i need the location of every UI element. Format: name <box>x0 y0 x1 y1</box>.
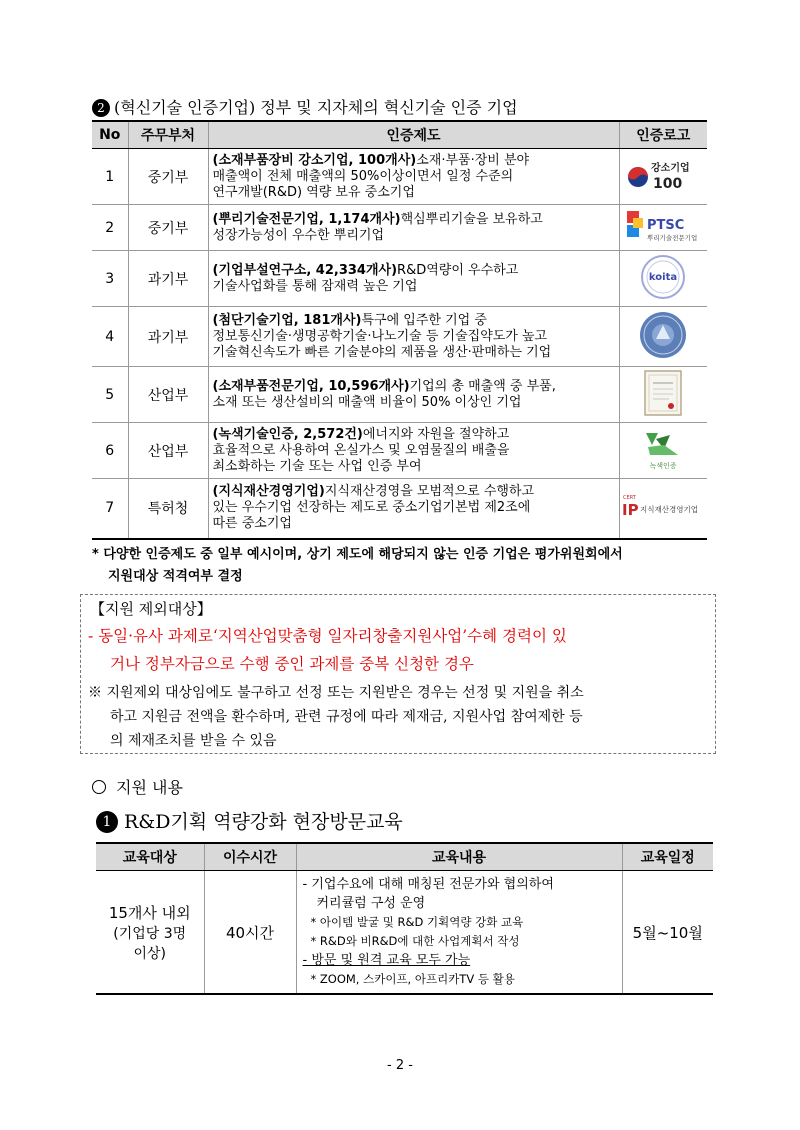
row-desc-bold: (소재부품장비 강소기업, 100개사) <box>212 152 417 168</box>
row-desc-bold: (녹색기술인증, 2,572건) <box>212 426 363 442</box>
subsection-title <box>96 807 403 834</box>
education-table <box>96 842 713 995</box>
row-dept: 특허청 <box>128 479 208 539</box>
support-heading <box>92 775 183 798</box>
exclusion-gray-line1: ※ 지원제외 대상임에도 불구하고 선정 또는 지원받은 경우는 선정 및 지원을 취소 <box>88 685 584 701</box>
edu-content-l2: 커리큘럼 구성 운영 <box>316 896 426 911</box>
table-row <box>92 307 707 367</box>
gangso-logo-icon <box>625 155 701 195</box>
table-footnote <box>92 544 712 588</box>
row-desc <box>208 423 619 479</box>
ptsc-logo-icon <box>625 207 701 245</box>
row-desc-line3: 연구개발(R&D) 역량 보유 중소기업 <box>212 184 415 200</box>
row-desc-line3: 최소화하는 기술 또는 사업 인증 부여 <box>212 458 422 474</box>
ip-logo-cert: CERT <box>623 495 637 502</box>
exclusion-red-line1: - 동일·유사 과제로‘지역산업맞춤형 일자리창출지원사업’수혜 경력이 있 <box>88 627 567 645</box>
svg-text:koita: koita <box>649 271 678 283</box>
header-content: 교육내용 <box>296 843 622 871</box>
edu-target-line3: 이상) <box>133 945 166 962</box>
row-desc <box>208 367 619 423</box>
row-desc-text: R&D역량이 우수하고 <box>397 262 519 278</box>
certificate-icon <box>643 369 683 417</box>
support-title: 지원 내용 <box>116 778 183 797</box>
row-desc <box>208 251 619 307</box>
svg-text:100: 100 <box>653 175 683 192</box>
row-desc-text: 소재·부품·장비 분야 <box>416 152 530 168</box>
row-desc-bold: (소재부품전문기업, 10,596개사) <box>212 378 410 394</box>
subsection-number: 1 <box>96 811 118 833</box>
row-dept: 과기부 <box>128 307 208 367</box>
logo-cell <box>619 149 707 205</box>
table-row <box>92 205 707 251</box>
ip-management-logo-icon <box>621 491 705 521</box>
row-desc-bold: (뿌리기술전문기업, 1,174개사) <box>212 211 401 227</box>
section-title-text: (혁신기술 인증기업) 정부 및 지자체의 혁신기술 인증 기업 <box>114 98 518 117</box>
ptsc-logo-sub: 뿌리기술전문기업 <box>647 233 698 242</box>
logo-cell <box>619 367 707 423</box>
svg-text:IP: IP <box>622 501 639 520</box>
certification-table <box>92 120 707 540</box>
row-dept: 중기부 <box>128 149 208 205</box>
footnote-line1: * 다양한 인증제도 중 일부 예시이며, 상기 제도에 해당되지 않는 인증 기업은 평가위원회에서 <box>92 547 623 562</box>
header-logo: 인증로고 <box>619 121 707 149</box>
svg-text:강소기업: 강소기업 <box>651 162 690 174</box>
table-row <box>96 871 713 995</box>
logo-cell <box>619 479 707 539</box>
row-dept: 산업부 <box>128 423 208 479</box>
header-schedule: 교육일정 <box>622 843 713 871</box>
exclusion-condition <box>88 622 712 678</box>
row-desc-line3: 따른 중소기업 <box>212 516 292 532</box>
page-number: - 2 - <box>387 1058 413 1073</box>
row-no: 4 <box>92 307 128 367</box>
row-no: 7 <box>92 479 128 539</box>
footnote-line2: 지원대상 적격여부 결정 <box>108 569 243 584</box>
row-no: 5 <box>92 367 128 423</box>
row-desc-text: 기업의 총 매출액 중 부품, <box>409 378 556 394</box>
edu-target <box>96 871 204 995</box>
row-dept: 중기부 <box>128 205 208 251</box>
row-desc <box>208 479 619 539</box>
row-desc-line2: 효율적으로 사용하여 온실가스 및 오염물질의 배출을 <box>212 442 510 458</box>
row-desc-line2: 정보통신기술·생명공학기술·나노기술 등 기술집약도가 높고 <box>212 328 548 344</box>
exclusion-red-line2: 거나 정부자금으로 수행 중인 과제를 중복 신청한 경우 <box>110 655 474 673</box>
edu-content-l5: - 방문 및 원격 교육 모두 가능 <box>302 953 471 968</box>
row-desc-line2: 매출액이 전체 매출액의 50%이상이면서 일정 수준의 <box>212 168 514 184</box>
header-target: 교육대상 <box>96 843 204 871</box>
row-dept: 과기부 <box>128 251 208 307</box>
row-no: 2 <box>92 205 128 251</box>
edu-content <box>296 871 622 995</box>
header-hours: 이수시간 <box>204 843 296 871</box>
row-desc-bold: (첨단기술기업, 181개사) <box>212 312 362 328</box>
exclusion-gray-line3: 의 제재조치를 받을 수 있음 <box>110 733 277 749</box>
row-desc-text: 에너지와 자원을 절약하고 <box>362 426 510 442</box>
row-desc-bold: (지식재산경영기업) <box>212 484 325 500</box>
logo-cell <box>619 251 707 307</box>
exclusion-gray-line2: 하고 지원금 전액을 환수하며, 관련 규정에 따라 제재금, 지원사업 참여제한 등 <box>110 709 583 725</box>
koita-logo-icon <box>638 253 688 301</box>
row-desc-text: 특구에 입주한 기업 중 <box>361 312 487 328</box>
logo-cell <box>619 423 707 479</box>
row-desc-line2: 소재 또는 생산설비의 매출액 비율이 50% 이상인 기업 <box>212 394 522 410</box>
high-tech-seal-icon <box>637 309 689 361</box>
edu-hours: 40시간 <box>204 871 296 995</box>
logo-cell <box>619 307 707 367</box>
ip-logo-name: 지식재산경영기업 <box>640 505 699 515</box>
edu-content-l6: * ZOOM, 스카이프, 아프리카TV 등 활용 <box>310 972 515 986</box>
exclusion-title: 【지원 제외대상】 <box>90 600 212 618</box>
edu-content-l4: * R&D와 비R&D에 대한 사업계획서 작성 <box>310 934 520 948</box>
cert-table-header <box>92 121 707 149</box>
row-no: 3 <box>92 251 128 307</box>
row-no: 6 <box>92 423 128 479</box>
circle-bullet-icon <box>92 780 106 794</box>
edu-content-l1: - 기업수요에 대해 매칭된 전문가와 협의하여 <box>302 877 554 892</box>
edu-table-header <box>96 843 713 871</box>
row-desc <box>208 149 619 205</box>
green-cert-logo-icon <box>638 425 688 473</box>
row-desc-line2: 있는 우수기업 선장하는 제도로 중소기업기본법 제2조에 <box>212 500 531 516</box>
row-no: 1 <box>92 149 128 205</box>
row-desc-line3: 기술혁신속도가 빠른 기술분야의 제품을 생산·판매하는 기업 <box>212 344 552 360</box>
edu-schedule: 5월~10월 <box>622 871 713 995</box>
table-row <box>92 367 707 423</box>
logo-cell <box>619 205 707 251</box>
row-desc-line2: 성장가능성이 우수한 뿌리기업 <box>212 227 385 243</box>
row-desc-text: 지식재산경영을 모범적으로 수행하고 <box>324 484 535 500</box>
row-desc-bold: (기업부설연구소, 42,334개사) <box>212 262 398 278</box>
header-system: 인증제도 <box>208 121 619 149</box>
row-desc <box>208 205 619 251</box>
header-dept: 주무부처 <box>128 121 208 149</box>
table-row <box>92 251 707 307</box>
subsection-title-text: R&D기획 역량강화 현장방문교육 <box>124 811 403 833</box>
svg-text:녹색인증: 녹색인증 <box>649 461 677 470</box>
table-row <box>92 149 707 205</box>
table-row <box>92 479 707 539</box>
edu-target-line2: (기업당 3명 <box>113 925 187 942</box>
row-dept: 산업부 <box>128 367 208 423</box>
row-desc-line2: 기술사업화를 통해 잠재력 높은 기업 <box>212 278 418 294</box>
table-row <box>92 423 707 479</box>
exclusion-remark <box>88 681 712 753</box>
section-title <box>92 95 518 118</box>
header-no: No <box>92 121 128 149</box>
edu-content-l3: * 아이템 발굴 및 R&D 기획역량 강화 교육 <box>310 915 524 929</box>
section-number: 2 <box>92 99 110 117</box>
edu-target-line1: 15개사 내외 <box>108 903 191 922</box>
row-desc <box>208 307 619 367</box>
ptsc-logo-main: PTSC <box>647 217 685 233</box>
row-desc-text: 핵심뿌리기술을 보유하고 <box>400 211 543 227</box>
